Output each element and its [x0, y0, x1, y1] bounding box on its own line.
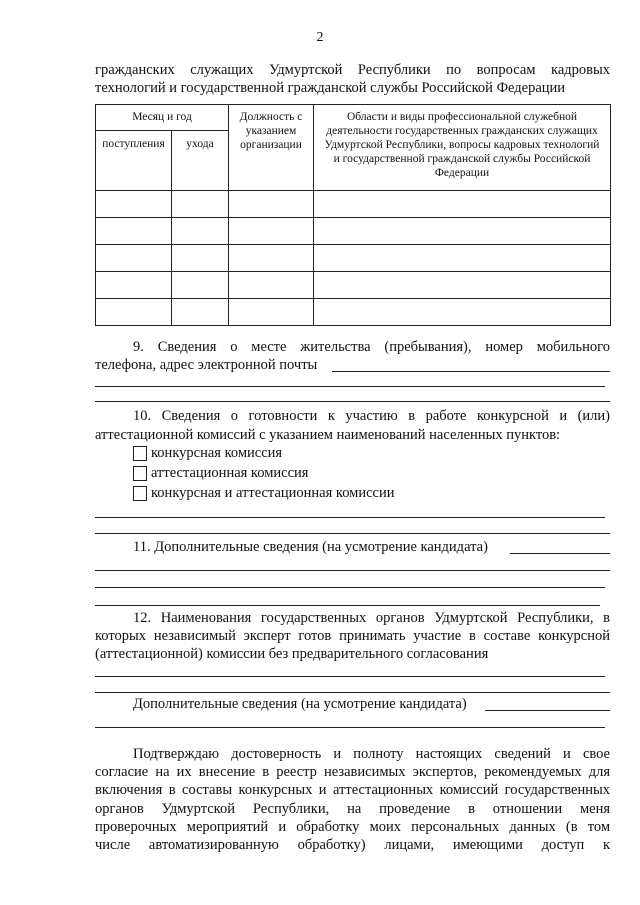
table-row: [96, 272, 611, 299]
table-row: [96, 191, 611, 218]
table-cell[interactable]: [314, 272, 611, 299]
fill-line-12b[interactable]: [95, 692, 610, 693]
table-cell[interactable]: [96, 191, 172, 218]
header-exit: ухода: [172, 131, 229, 191]
section10-line-1: 10. Сведения о готовности к участию в работе конкурсной и (или): [133, 408, 610, 424]
fill-line-11d[interactable]: [95, 605, 600, 606]
fill-line-12a[interactable]: [95, 676, 605, 677]
table-cell[interactable]: [314, 218, 611, 245]
checkbox-both[interactable]: [133, 486, 147, 501]
section11-line-1: 11. Дополнительные сведения (на усмотрение кандидата): [133, 539, 488, 555]
consent-line-4: органов Удмуртской Республики, на проведение в отношении меня: [95, 801, 610, 817]
intro-line-1: гражданских служащих Удмуртской Республики по вопросам кадровых: [95, 62, 610, 78]
table-cell[interactable]: [172, 191, 229, 218]
fill-line-11b[interactable]: [95, 570, 610, 571]
table-row: [96, 218, 611, 245]
header-areas: Области и виды профессиональной служебной деятельности государственных гражданских служащих Удмуртской Республики, вопросы кадровых технологий и государственной гражданской службы Российской Федерации: [314, 105, 611, 191]
checkbox-attestation[interactable]: [133, 466, 147, 481]
table-row: [96, 299, 611, 326]
table-cell[interactable]: [314, 191, 611, 218]
page-number: 2: [316, 30, 324, 45]
header-position: Должность с указанием организации: [229, 105, 314, 191]
table-cell[interactable]: [229, 191, 314, 218]
consent-line-3: включения в составы конкурсных и аттестационных комиссий государственных: [95, 782, 610, 798]
fill-line-9c[interactable]: [95, 401, 610, 402]
table-cell[interactable]: [314, 299, 611, 326]
fill-line-add-b[interactable]: [95, 727, 605, 728]
option-both: конкурсная и аттестационная комиссии: [151, 485, 395, 501]
experience-table: [95, 104, 611, 326]
option-competitive: конкурсная комиссия: [151, 445, 283, 461]
fill-line-9b[interactable]: [95, 386, 605, 387]
table-cell[interactable]: [96, 218, 172, 245]
intro-line-2: технологий и государственной гражданской службы Российской Федерации: [95, 80, 566, 96]
table-cell[interactable]: [314, 245, 611, 272]
table-cell[interactable]: [172, 245, 229, 272]
section9-line-2: телефона, адрес электронной почты: [95, 357, 318, 373]
table-cell[interactable]: [229, 299, 314, 326]
fill-line-11a[interactable]: [510, 553, 610, 554]
consent-line-1: Подтверждаю достоверность и полноту настоящих сведений и свое: [133, 746, 610, 762]
consent-line-2: согласие на их внесение в реестр независимых экспертов, рекомендуемых для: [95, 764, 610, 780]
table-cell[interactable]: [172, 272, 229, 299]
table-row: [96, 245, 611, 272]
section10-line-2: аттестационной комиссий с указанием наименований населенных пунктов:: [95, 427, 561, 443]
table-cell[interactable]: [96, 245, 172, 272]
fill-line-add-a[interactable]: [485, 710, 610, 711]
table-cell[interactable]: [229, 272, 314, 299]
fill-line-10a[interactable]: [95, 517, 605, 518]
section9-line-1: 9. Сведения о месте жительства (пребывания), номер мобильного: [133, 339, 610, 355]
consent-line-6: числе автоматизированную обработку) лицами, имеющими доступ к: [95, 837, 610, 853]
table-cell[interactable]: [172, 299, 229, 326]
fill-line-11c[interactable]: [95, 587, 605, 588]
header-month-year: Месяц и год: [96, 105, 229, 131]
additional-line-1: Дополнительные сведения (на усмотрение кандидата): [133, 696, 467, 712]
table-cell[interactable]: [229, 218, 314, 245]
consent-line-5: проверочных мероприятий и обработку моих персональных данных (в том: [95, 819, 610, 835]
table-cell[interactable]: [96, 272, 172, 299]
fill-line-9a[interactable]: [332, 371, 610, 372]
option-attestation: аттестационная комиссия: [151, 465, 309, 481]
section12-line-3: (аттестационной) комиссии без предварительного согласования: [95, 646, 489, 662]
table-cell[interactable]: [172, 218, 229, 245]
section12-line-1: 12. Наименования государственных органов Удмуртской Республики, в: [133, 610, 610, 626]
header-entry: поступления: [96, 131, 172, 191]
fill-line-10b[interactable]: [95, 533, 610, 534]
table-cell[interactable]: [96, 299, 172, 326]
checkbox-competitive[interactable]: [133, 446, 147, 461]
section12-line-2: которых независимый эксперт готов принимать участие в составе конкурсной: [95, 628, 610, 644]
table-cell[interactable]: [229, 245, 314, 272]
